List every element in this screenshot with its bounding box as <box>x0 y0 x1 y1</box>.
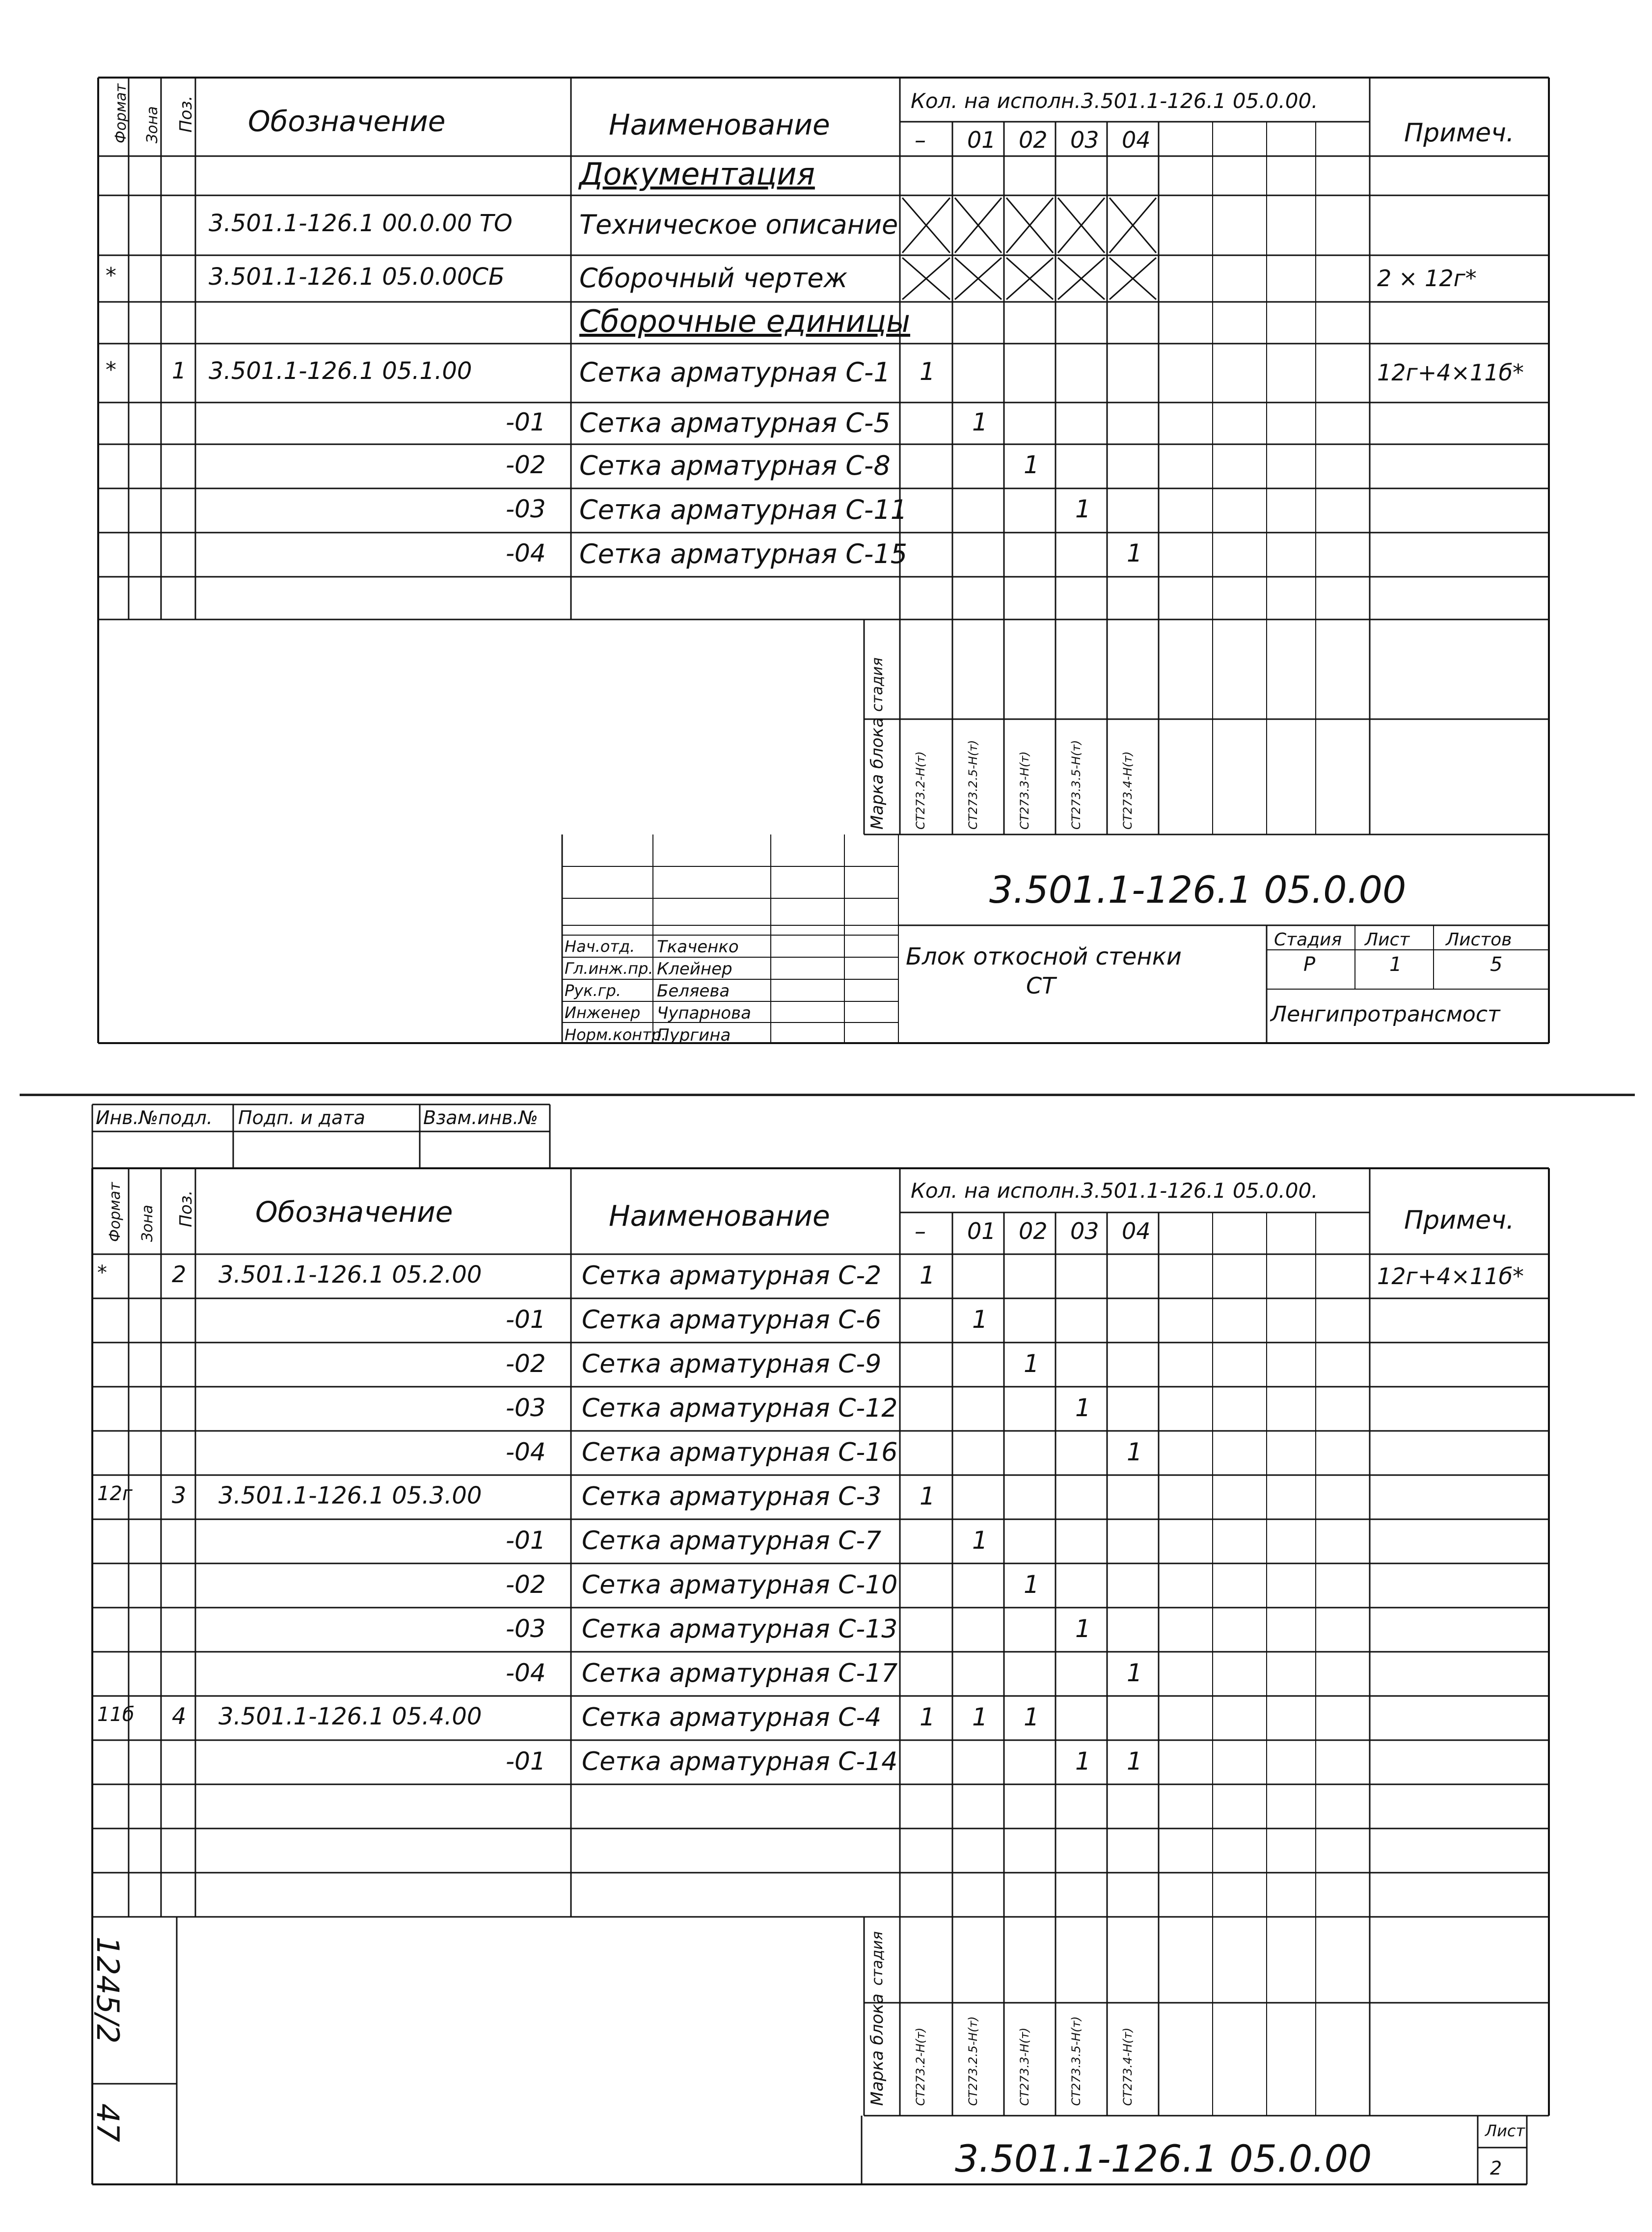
tb-person-role: Норм.контр. <box>565 1025 667 1044</box>
tb-person-name: Беляева <box>657 981 730 1001</box>
row-name: Сетка арматурная С-9 <box>582 1349 882 1379</box>
row-designation: -03 <box>506 1614 546 1643</box>
block-mark: СТ273.3-Н(т) <box>1018 2027 1031 2106</box>
header-pos-label: Поз. <box>176 95 196 133</box>
tb-sheet: 1 <box>1389 953 1402 976</box>
row-qty: 1 <box>1024 451 1039 479</box>
row-designation: -01 <box>506 1526 546 1555</box>
header-variant-4: 04 <box>1122 127 1151 153</box>
header-variant-0: – <box>915 1218 926 1244</box>
row-name: Сетка арматурная С-10 <box>582 1570 898 1600</box>
row-note: 2 × 12г* <box>1377 265 1477 292</box>
row-name: Сетка арматурная С-12 <box>582 1394 898 1423</box>
header-note-label: Примеч. <box>1404 1206 1515 1235</box>
tb-stage-head: Стадия <box>1274 930 1342 950</box>
row-format: 12г <box>97 1482 133 1505</box>
block-mark: СТ273.4-Н(т) <box>1121 2027 1135 2106</box>
header-note-label: Примеч. <box>1404 118 1515 148</box>
tb-person-name: Клейнер <box>657 959 732 979</box>
row-name: Сетка арматурная С-2 <box>582 1261 882 1291</box>
tb-stage: Р <box>1303 953 1316 976</box>
tb-sheets-head: Листов <box>1446 930 1512 950</box>
tb-person-role: Инженер <box>565 1003 641 1022</box>
row-position: 2 <box>172 1261 187 1288</box>
header-format-label: Формат <box>112 83 130 143</box>
archive-page-number: 47 <box>90 2103 126 2142</box>
row-name: Сетка арматурная С-1 <box>579 357 891 388</box>
row-designation: -01 <box>506 1305 546 1334</box>
block-mark: СТ273.2.5-Н(т) <box>966 2016 980 2106</box>
row-name: Сетка арматурная С-16 <box>582 1438 898 1467</box>
row-qty: 1 <box>1127 1659 1142 1687</box>
header-variant-3: 03 <box>1070 1218 1099 1244</box>
row-designation: -04 <box>506 539 546 567</box>
row-position: 3 <box>172 1482 187 1508</box>
header-name-label: Наименование <box>609 108 830 141</box>
row-designation: -03 <box>506 1394 546 1422</box>
row-name: Сборочный чертеж <box>579 262 848 294</box>
row-qty: 1 <box>972 1703 988 1731</box>
row-name: Сетка арматурная С-6 <box>582 1305 882 1335</box>
row-qty: 1 <box>972 407 988 436</box>
row-qty: 1 <box>1075 1394 1091 1422</box>
row-name: Сетка арматурная С-14 <box>582 1747 898 1776</box>
tb-org: Ленгипротрансмост <box>1271 1002 1500 1027</box>
row-note: 12г+4×11б* <box>1377 1263 1524 1290</box>
archive-replace-head: Взам.инв.№ <box>423 1107 538 1129</box>
tb-title: Блок откосной стенки <box>906 943 1182 970</box>
row-name: Сетка арматурная С-15 <box>579 538 908 569</box>
row-designation: -02 <box>506 451 546 479</box>
row-designation: -01 <box>506 1747 546 1775</box>
block-mark: СТ273.2.5-Н(т) <box>966 740 980 830</box>
tb-code: 3.501.1-126.1 05.0.00 <box>989 868 1407 912</box>
row-qty: 1 <box>1075 495 1091 523</box>
header-variant-1: 01 <box>967 1218 996 1244</box>
row-name: Сетка арматурная С-4 <box>582 1703 882 1732</box>
row-qty: 1 <box>1075 1614 1091 1643</box>
row-qty: 1 <box>920 1703 935 1731</box>
header-zone-label: Зона <box>139 1205 156 1242</box>
tb-person-name: Ткаченко <box>657 937 739 957</box>
row-name: Сетка арматурная С-5 <box>579 407 891 438</box>
header-designation-label: Обозначение <box>248 105 446 138</box>
row-name: Сетка арматурная С-8 <box>579 450 891 481</box>
row-note: 12г+4×11б* <box>1377 359 1524 386</box>
row-qty: 1 <box>1075 1747 1091 1775</box>
sheet-label: Лист <box>1485 2122 1525 2140</box>
block-mark: СТ273.3-Н(т) <box>1018 751 1031 830</box>
row-qty: 1 <box>1127 1438 1142 1466</box>
tb-title-2: СТ <box>1026 972 1056 999</box>
mark-label: Марка блока <box>867 717 887 830</box>
row-qty: 1 <box>972 1305 988 1334</box>
row-designation: 3.501.1-126.1 00.0.00 ТО <box>209 210 513 237</box>
row-qty: 1 <box>1024 1349 1039 1378</box>
header-name-label: Наименование <box>609 1199 830 1233</box>
row-designation: -02 <box>506 1570 546 1599</box>
row-designation: -03 <box>506 495 546 523</box>
row-designation: -04 <box>506 1438 546 1466</box>
header-variant-0: – <box>915 127 926 153</box>
row-format: * <box>106 357 116 382</box>
row-name: Сетка арматурная С-17 <box>582 1659 898 1688</box>
row-designation: 3.501.1-126.1 05.2.00 <box>218 1261 482 1289</box>
row-position: 1 <box>172 357 187 384</box>
row-qty: 1 <box>1024 1703 1039 1731</box>
header-variant-4: 04 <box>1122 1218 1151 1244</box>
sheet-code: 3.501.1-126.1 05.0.00 <box>955 2137 1372 2180</box>
row-qty: 1 <box>1127 539 1142 567</box>
row-format: 11б <box>97 1703 135 1726</box>
row-name: Техническое описание <box>579 209 898 240</box>
row-designation: 3.501.1-126.1 05.4.00 <box>218 1703 482 1730</box>
header-variant-3: 03 <box>1070 127 1099 153</box>
row-designation: 3.501.1-126.1 05.0.00СБ <box>209 263 505 291</box>
archive-inv-head: Инв.№подл. <box>96 1107 213 1129</box>
row-name: Сетка арматурная С-11 <box>579 494 908 525</box>
tb-person-role: Рук.гр. <box>565 981 622 1000</box>
row-format: * <box>97 1262 107 1284</box>
row-name: Сетка арматурная С-3 <box>582 1482 882 1511</box>
block-mark: СТ273.3.5-Н(т) <box>1069 2016 1083 2106</box>
tb-person-role: Нач.отд. <box>565 937 635 956</box>
header-format-label: Формат <box>107 1182 124 1242</box>
row-name: Сетка арматурная С-13 <box>582 1614 898 1644</box>
sheet-number: 2 <box>1490 2157 1502 2179</box>
mark-label: Марка блока <box>867 1993 887 2106</box>
stage-label: стадия <box>869 657 886 712</box>
block-mark: СТ273.2-Н(т) <box>914 751 927 830</box>
row-position: 4 <box>172 1703 187 1729</box>
row-designation: 3.501.1-126.1 05.3.00 <box>218 1482 482 1509</box>
archive-sign-head: Подп. и дата <box>238 1107 365 1129</box>
row-qty: 1 <box>920 1482 935 1510</box>
header-qty-title: Кол. на исполн.3.501.1-126.1 05.0.00. <box>911 1179 1318 1203</box>
archive-number: 1245/2 <box>90 1936 126 2044</box>
row-qty: 1 <box>920 357 935 386</box>
header-variant-2: 02 <box>1019 1218 1048 1244</box>
block-mark: СТ273.4-Н(т) <box>1121 751 1135 830</box>
header-qty-title: Кол. на исполн.3.501.1-126.1 05.0.00. <box>911 89 1318 113</box>
sheet-1 <box>0 0 1652 1080</box>
tb-person-name: Пургина <box>657 1025 731 1045</box>
section-heading: Документация <box>579 156 815 192</box>
header-designation-label: Обозначение <box>255 1195 453 1229</box>
row-designation: -02 <box>506 1349 546 1378</box>
sheet-divider <box>20 1094 1635 1096</box>
block-mark: СТ273.3.5-Н(т) <box>1069 740 1083 830</box>
row-qty: 1 <box>920 1261 935 1290</box>
block-mark: СТ273.2-Н(т) <box>914 2027 927 2106</box>
row-designation: 3.501.1-126.1 05.1.00 <box>209 357 472 385</box>
stage-label: стадия <box>869 1931 886 1986</box>
row-format: * <box>106 263 116 288</box>
section-heading: Сборочные единицы <box>579 303 911 339</box>
tb-sheet-head: Лист <box>1365 930 1410 950</box>
tb-sheets: 5 <box>1490 953 1503 976</box>
row-qty: 1 <box>972 1526 988 1555</box>
header-variant-1: 01 <box>967 127 996 153</box>
row-qty: 1 <box>1024 1570 1039 1599</box>
header-variant-2: 02 <box>1019 127 1048 153</box>
row-name: Сетка арматурная С-7 <box>582 1526 882 1556</box>
tb-person-name: Чупарнова <box>657 1003 751 1023</box>
row-qty: 1 <box>1127 1747 1142 1775</box>
row-designation: -01 <box>506 407 546 436</box>
header-zone-label: Зона <box>144 106 161 143</box>
row-designation: -04 <box>506 1659 546 1687</box>
tb-person-role: Гл.инж.пр. <box>565 959 653 978</box>
header-pos-label: Поз. <box>176 1190 196 1227</box>
